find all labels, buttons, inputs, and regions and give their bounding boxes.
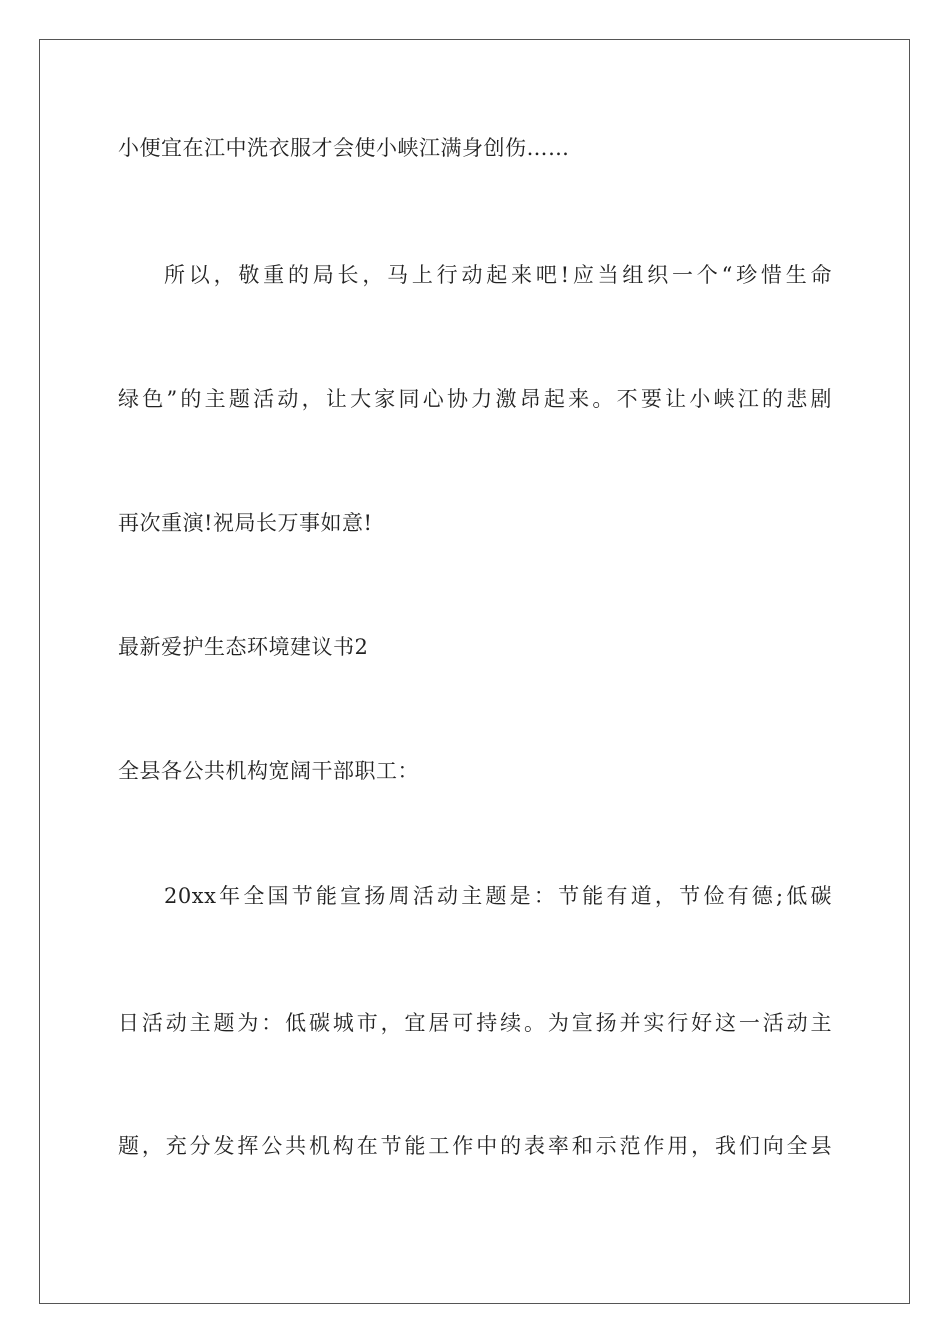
body-line-1: 小便宜在江中洗衣服才会使小峡江满身创伤…… (118, 136, 570, 160)
paragraph-line-4: 再次重演!祝局长万事如意! (118, 511, 373, 535)
paragraph-line-2: 所以，敬重的局长，马上行动起来吧!应当组织一个“珍惜生命 (164, 263, 832, 287)
paragraph-line-3: 绿色”的主题活动，让大家同心协力激昂起来。不要让小峡江的悲剧 (118, 387, 832, 411)
paragraph-line-8: 日活动主题为：低碳城市，宜居可持续。为宣扬并实行好这一活动主 (118, 1011, 832, 1035)
page-border (39, 39, 910, 1304)
salutation-line: 全县各公共机构宽阔干部职工： (118, 759, 419, 783)
paragraph-line-7: 20xx年全国节能宣扬周活动主题是：节能有道，节俭有德;低碳 (164, 884, 832, 908)
paragraph-line-9: 题，充分发挥公共机构在节能工作中的表率和示范作用，我们向全县 (118, 1134, 832, 1158)
section-heading: 最新爱护生态环境建议书2 (118, 635, 369, 659)
